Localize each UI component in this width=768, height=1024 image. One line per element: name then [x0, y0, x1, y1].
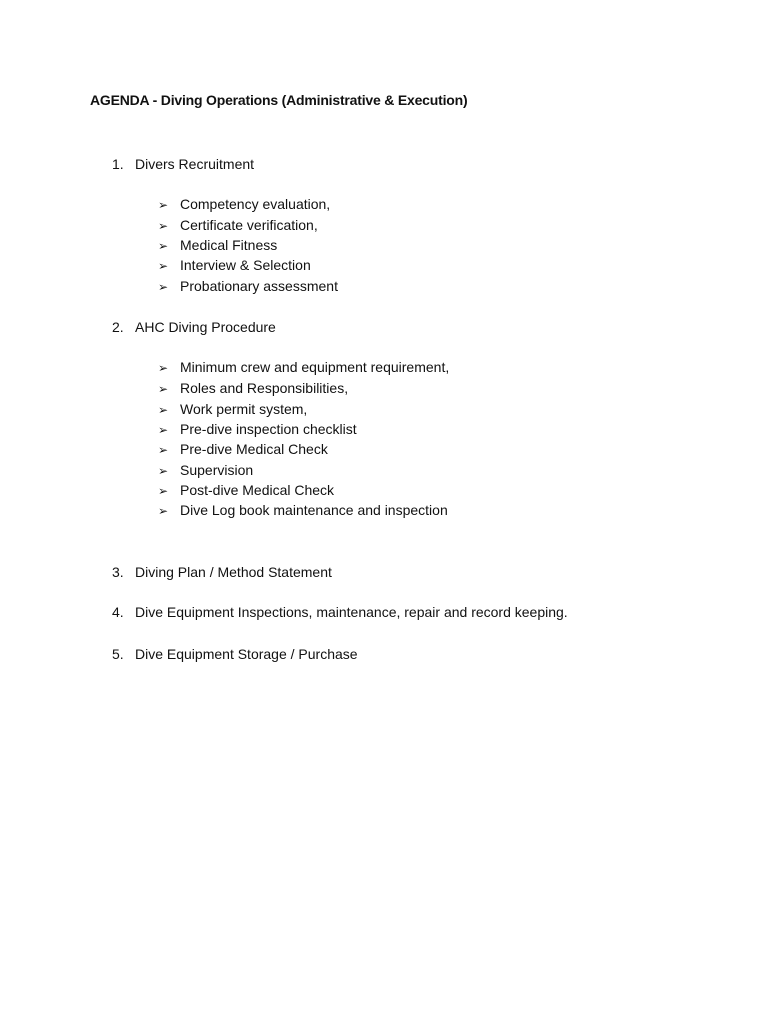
arrowhead-bullet-icon: ➢	[158, 382, 169, 396]
bullet-item: ➢ Competency evaluation,	[158, 196, 331, 212]
bullet-item: ➢ Work permit system,	[158, 401, 308, 417]
agenda-item-1	[112, 156, 254, 172]
bullet-item: ➢ Medical Fitness	[158, 237, 278, 253]
arrowhead-bullet-icon: ➢	[158, 403, 169, 417]
arrowhead-bullet-icon: ➢	[158, 423, 169, 437]
arrowhead-bullet-icon: ➢	[158, 280, 169, 294]
bullet-item: ➢ Minimum crew and equipment requirement,	[158, 359, 450, 375]
arrowhead-bullet-icon: ➢	[158, 198, 169, 212]
document-title: AGENDA - Diving Operations (Administrative & Execution)	[90, 92, 468, 108]
agenda-item-3	[112, 564, 332, 580]
bullet-item: ➢ Interview & Selection	[158, 257, 311, 273]
arrowhead-bullet-icon: ➢	[158, 504, 169, 518]
agenda-item-4	[112, 604, 568, 620]
item-number: 4.	[112, 604, 124, 620]
agenda-item-2	[112, 319, 276, 335]
arrowhead-bullet-icon: ➢	[158, 259, 169, 273]
item-label: Diving Plan / Method Statement	[135, 564, 332, 580]
item-label: AHC Diving Procedure	[135, 319, 276, 335]
item-label: Dive Equipment Storage / Purchase	[135, 646, 358, 662]
item-number: 5.	[112, 646, 124, 662]
bullet-item: ➢ Pre-dive inspection checklist	[158, 421, 357, 437]
bullet-item: ➢ Dive Log book maintenance and inspection	[158, 502, 448, 518]
arrowhead-bullet-icon: ➢	[158, 239, 169, 253]
bullet-item: ➢ Probationary assessment	[158, 278, 338, 294]
agenda-item-5	[112, 646, 358, 662]
arrowhead-bullet-icon: ➢	[158, 484, 169, 498]
item-number: 1.	[112, 156, 124, 172]
bullet-item: ➢ Post-dive Medical Check	[158, 482, 335, 498]
bullet-item: ➢ Pre-dive Medical Check	[158, 441, 328, 457]
arrowhead-bullet-icon: ➢	[158, 361, 169, 375]
bullet-item: ➢ Supervision	[158, 462, 254, 478]
arrowhead-bullet-icon: ➢	[158, 219, 169, 233]
arrowhead-bullet-icon: ➢	[158, 464, 169, 478]
item-label: Divers Recruitment	[135, 156, 255, 172]
item-label: Dive Equipment Inspections, maintenance, repair and record keeping.	[135, 604, 568, 620]
arrowhead-bullet-icon: ➢	[158, 443, 169, 457]
item-number: 2.	[112, 319, 124, 335]
bullet-item: ➢ Roles and Responsibilities,	[158, 380, 349, 396]
bullet-item: ➢ Certificate verification,	[158, 217, 318, 233]
item-number: 3.	[112, 564, 124, 580]
